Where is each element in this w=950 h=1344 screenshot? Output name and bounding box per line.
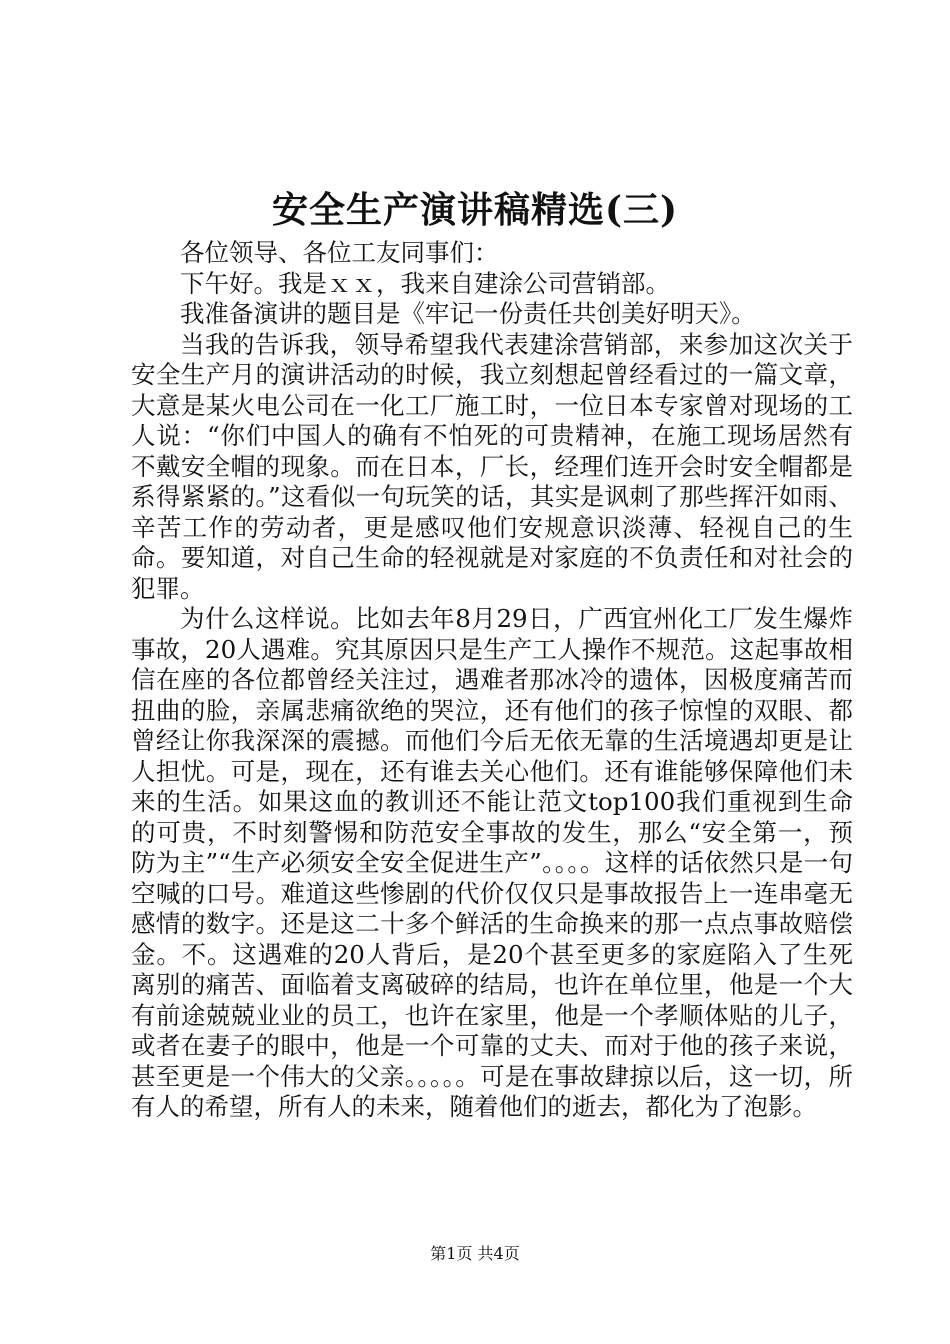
document-body <box>131 238 853 1123</box>
paragraph-accident: 为什么这样说。比如去年8月29日，广西宜州化工厂发生爆炸事故，20人遇难。究其原因只是生产工人操作不规范。这起事故相信在座的各位都曾经关注过，遇难者那冰冷的遗体，因极度痛苦而扭曲的脸，亲属悲痛欲绝的哭泣，还有他们的孩子惊惶的双眼、都曾经让你我深深的震撼。而他们今后无依无靠的生活境遇却更是让人担忧。可是，现在，还有谁去关心他们。还有谁能够保障他们未来的生活。如果这血的教训还不能让范文top100我们重视到生命的可贵，不时刻警惕和防范安全事故的发生，那么“安全第一，预防为主”“生产必须安全安全促进生产”。。。。这样的话依然只是一句空喊的口号。难道这些惨剧的代价仅仅只是事故报告上一连串毫无感情的数字。还是这二十多个鲜活的生命换来的那一点点事故赔偿金。不。这遇难的20人背后，是20个甚至更多的家庭陷入了生死离别的痛苦、面临着支离破碎的结局，也许在单位里，他是一个大有前途兢兢业业的员工，也许在家里，他是一个孝顺体贴的儿子，或者在妻子的眼中，他是一个可靠的丈夫、而对于他的孩子来说，甚至更是一个伟大的父亲。。。。。可是在事故肆掠以后，这一切，所有人的希望，所有人的未来，随着他们的逝去，都化为了泡影。 <box>131 604 853 1121</box>
paragraph-intro: 下午好。我是ｘｘ，我来自建涂公司营销部。 <box>180 268 670 298</box>
paragraph-greeting: 各位领导、各位工友同事们： <box>180 238 499 267</box>
document-title: 安全生产演讲稿精选(三) <box>271 189 679 231</box>
page-footer: 第1页 共4页 <box>430 1244 520 1263</box>
paragraph-story: 当我的告诉我，领导希望我代表建涂营销部，来参加这次关于安全生产月的演讲活动的时候，我立刻想起曾经看过的一篇文章，大意是某火电公司在一化工厂施工时，一位日本专家曾对现场的工人说：“你们中国人的确有不怕死的可贵精神，在施工现场居然有不戴安全帽的现象。而在日本，厂长，经理们连开会时安全帽都是系得紧紧的。”这看似一句玩笑的话，其实是讽刺了那些挥汗如雨、辛苦工作的劳动者，更是感叹他们安规意识淡薄、轻视自己的生命。要知道，对自己生命的轻视就是对家庭的不负责任和对社会的犯罪。 <box>131 329 853 603</box>
paragraph-topic: 我准备演讲的题目是《牢记一份责任共创美好明天》。 <box>180 299 756 328</box>
